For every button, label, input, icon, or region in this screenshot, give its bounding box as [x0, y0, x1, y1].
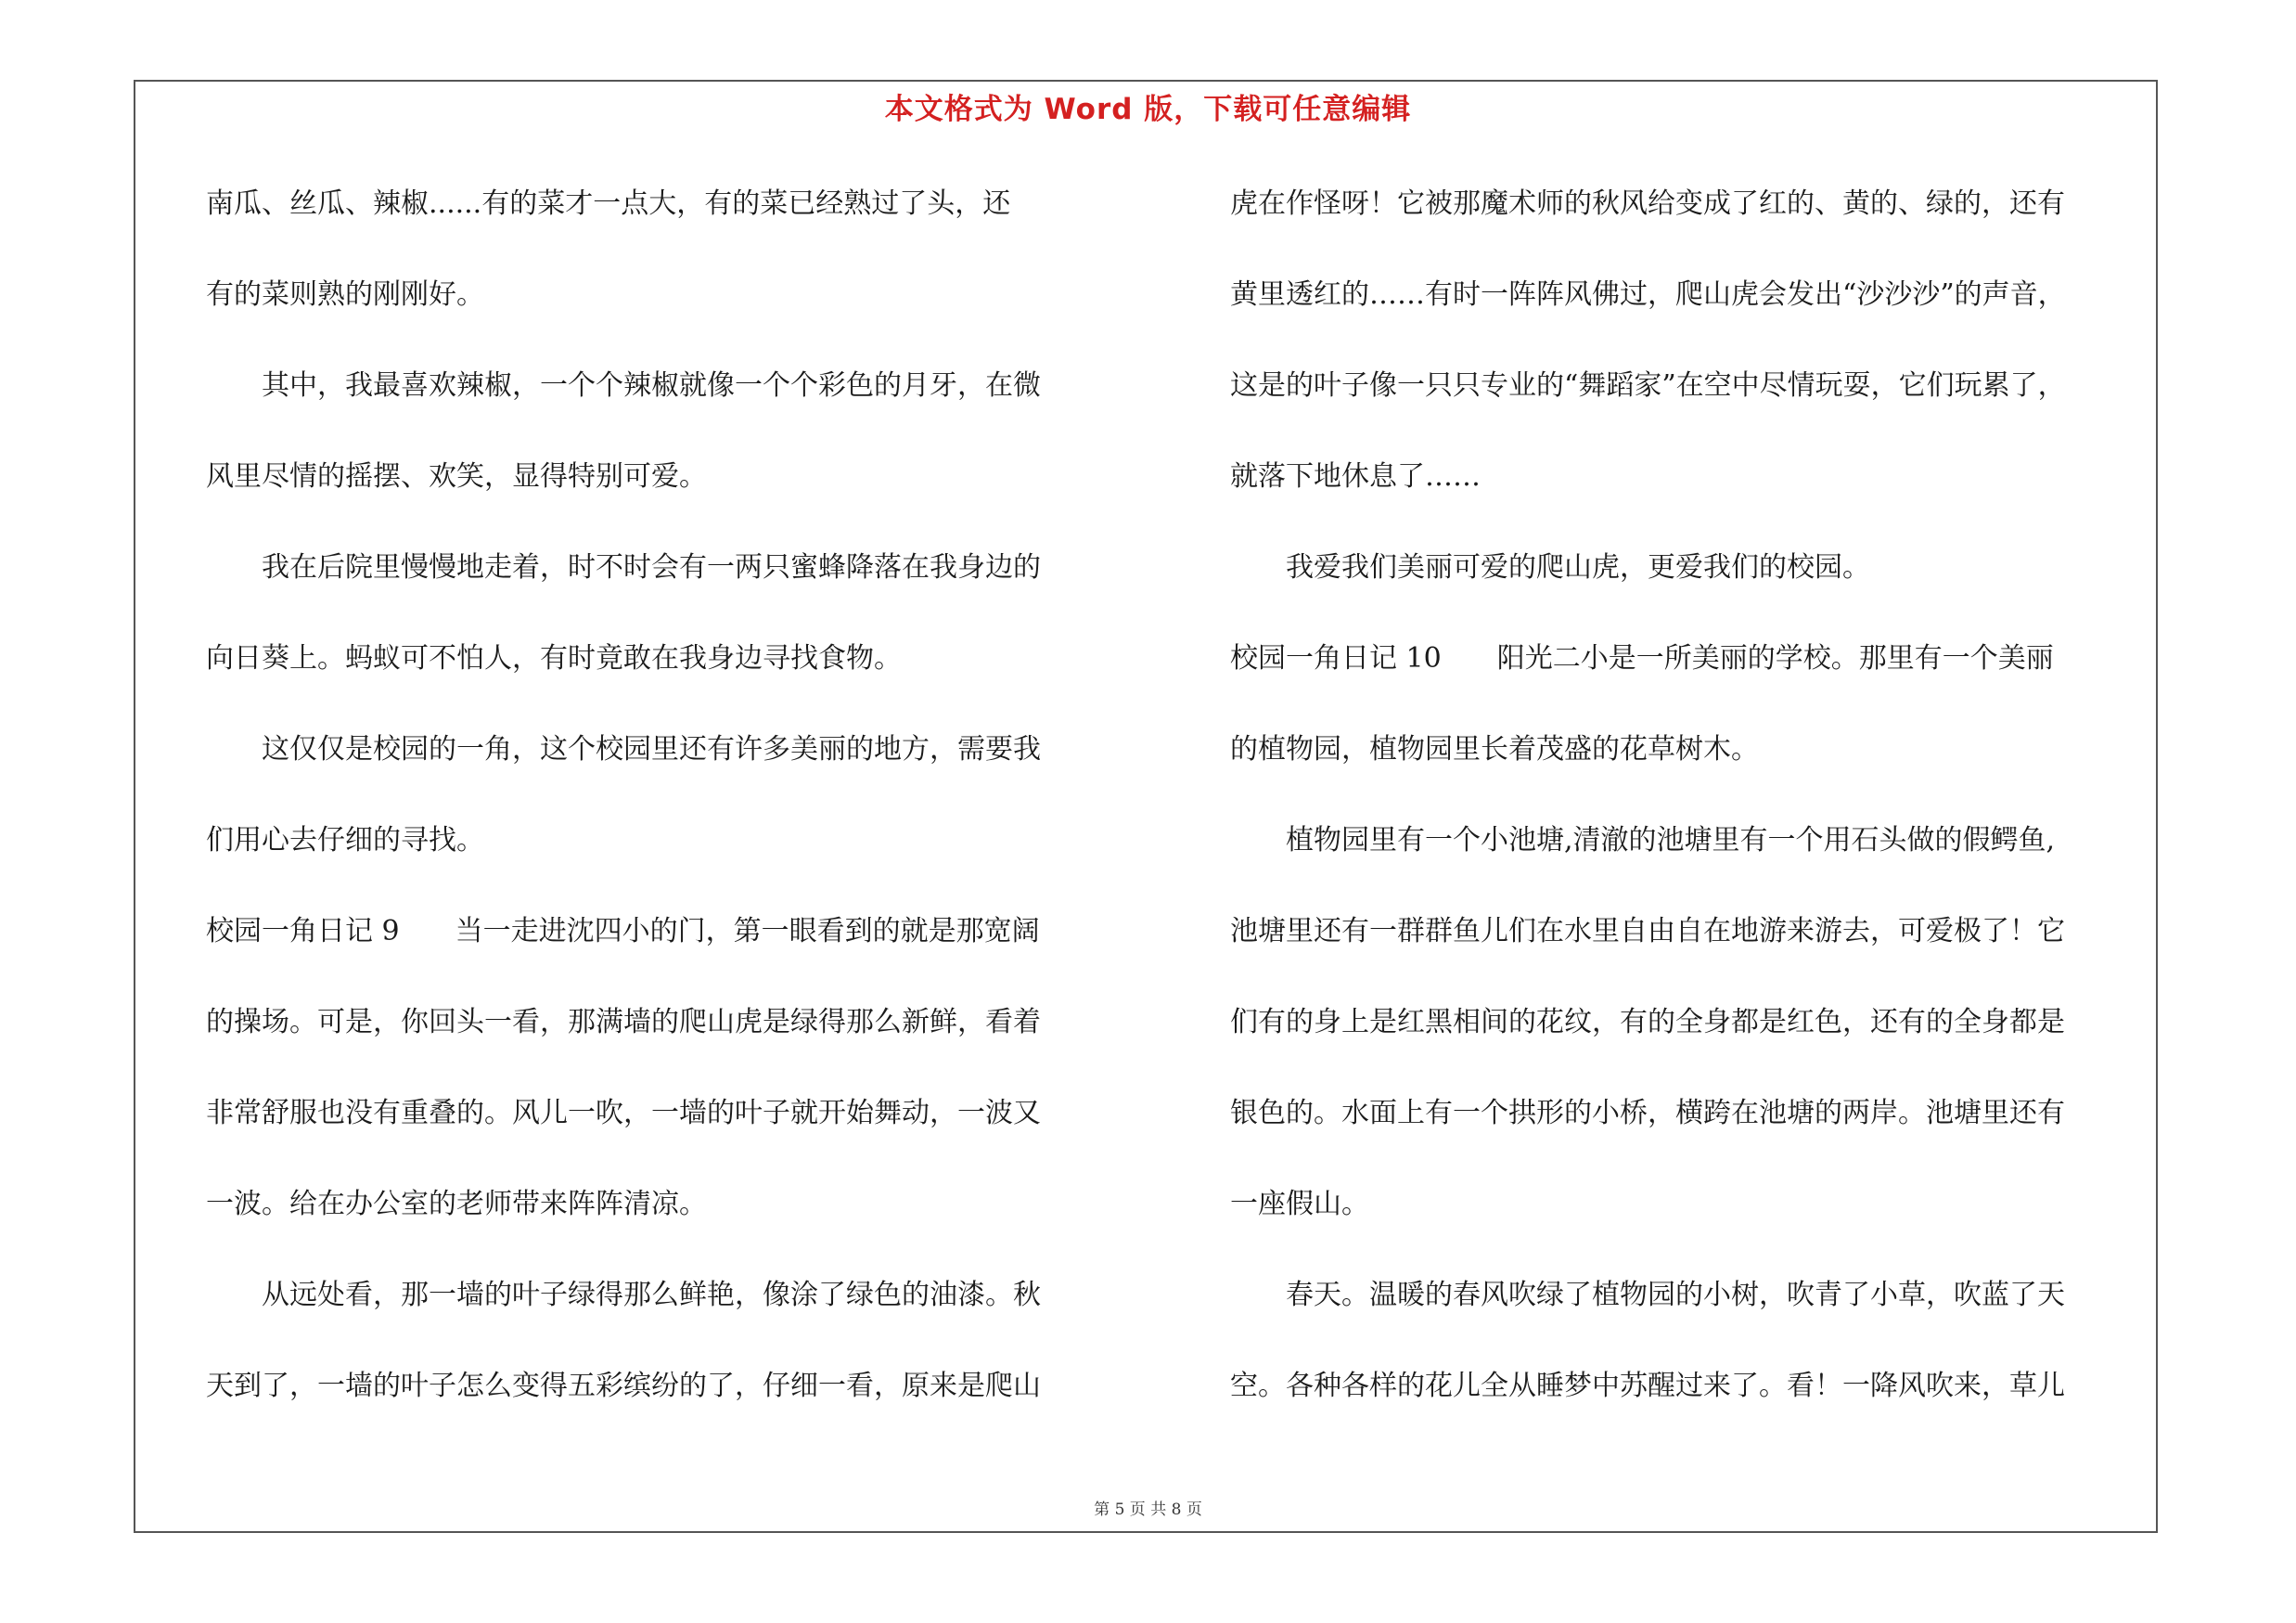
page-number: 第 5 页 共 8 页: [1094, 1501, 1202, 1519]
right-line: 池塘里还有一群群鱼儿们在水里自由自在地游来游去，可爱极了！它: [1230, 915, 2065, 947]
right-line: 黄里透红的……有时一阵阵风佛过，爬山虎会发出“沙沙沙”的声音，: [1230, 278, 2066, 311]
left-line: 风里尽情的摇摆、欢笑，显得特别可爱。: [206, 460, 707, 493]
left-line: 非常舒服也没有重叠的。风儿一吹，一墙的叶子就开始舞动，一波又: [206, 1097, 1041, 1129]
left-line: 我在后院里慢慢地走着，时不时会有一两只蜜蜂降落在我身边的: [206, 551, 1041, 584]
left-line: 有的菜则熟的刚刚好。: [206, 278, 484, 311]
left-line: 向日葵上。蚂蚁可不怕人，有时竟敢在我身边寻找食物。: [206, 642, 902, 675]
right-line: 植物园里有一个小池塘,清澈的池塘里有一个用石头做的假鳄鱼,: [1230, 824, 2056, 857]
format-banner: 本文格式为 Word 版，下载可任意编辑: [884, 93, 1412, 126]
right-line: 虎在作怪呀！它被那魔术师的秋风给变成了红的、黄的、绿的，还有: [1230, 187, 2065, 220]
left-line: 校园一角日记 9 当一走进沈四小的门，第一眼看到的就是那宽阔: [206, 915, 1040, 947]
left-line: 天到了，一墙的叶子怎么变得五彩缤纷的了，仔细一看，原来是爬山: [206, 1370, 1041, 1402]
left-line: 从远处看，那一墙的叶子绿得那么鲜艳，像涂了绿色的油漆。秋: [206, 1279, 1041, 1311]
right-line: 一座假山。: [1230, 1188, 1369, 1220]
left-line: 其中，我最喜欢辣椒，一个个辣椒就像一个个彩色的月牙，在微: [206, 369, 1041, 402]
right-line: 的植物园，植物园里长着茂盛的花草树木。: [1230, 733, 1759, 766]
left-line: 一波。给在办公室的老师带来阵阵清凉。: [206, 1188, 707, 1220]
left-line: 南瓜、丝瓜、辣椒......有的菜才一点大，有的菜已经熟过了头，还: [206, 187, 1011, 220]
left-line: 这仅仅是校园的一角，这个校园里还有许多美丽的地方，需要我: [206, 733, 1041, 766]
right-line: 空。各种各样的花儿全从睡梦中苏醒过来了。看！一降风吹来，草儿: [1230, 1370, 2065, 1402]
right-line: 就落下地休息了……: [1230, 460, 1481, 493]
left-line: 的操场。可是，你回头一看，那满墙的爬山虎是绿得那么新鲜，看着: [206, 1006, 1041, 1038]
right-line: 春天。温暖的春风吹绿了植物园的小树，吹青了小草，吹蓝了天: [1230, 1279, 2065, 1311]
right-line: 我爱我们美丽可爱的爬山虎，更爱我们的校园。: [1230, 551, 1870, 584]
right-line: 校园一角日记 10 阳光二小是一所美丽的学校。那里有一个美丽: [1230, 642, 2054, 675]
right-line: 银色的。水面上有一个拱形的小桥，横跨在池塘的两岸。池塘里还有: [1230, 1097, 2065, 1129]
left-line: 们用心去仔细的寻找。: [206, 824, 484, 857]
right-line: 这是的叶子像一只只专业的“舞蹈家”在空中尽情玩耍，它们玩累了，: [1230, 369, 2066, 402]
right-line: 们有的身上是红黑相间的花纹，有的全身都是红色，还有的全身都是: [1230, 1006, 2065, 1038]
